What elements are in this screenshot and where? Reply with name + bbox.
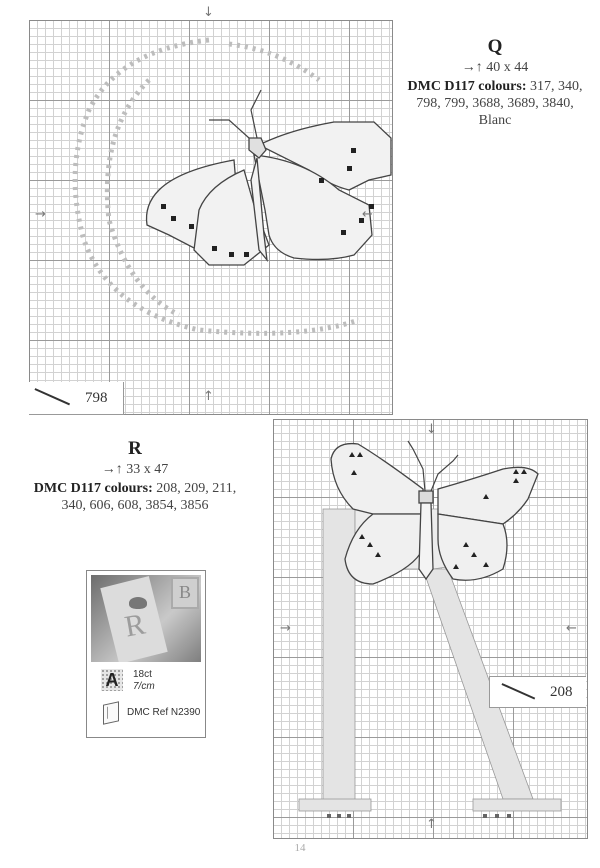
backstitch-line-icon [502, 683, 535, 699]
kit-photo [91, 575, 201, 662]
chart-q-colours: DMC D117 colours: 317, 340, 798, 799, 3688, 3689, 3840, Blanc [407, 79, 583, 128]
kit-reference: DMC Ref N2390 [127, 707, 201, 718]
chart-r-colours: DMC D117 colours: 208, 209, 211, 340, 606, 608, 3854, 3856 [33, 481, 237, 513]
center-arrow-left-r: → [280, 621, 291, 636]
center-arrow-bottom-q: ↑ [203, 389, 214, 404]
chart-q-colours-label: DMC D117 colours: [407, 79, 527, 94]
center-arrow-right-r: ← [566, 621, 577, 636]
center-arrow-top-q: ↓ [203, 5, 214, 20]
chart-r-letter: R [128, 438, 142, 459]
page-number: 14 [294, 842, 306, 854]
chart-r-heading [20, 440, 250, 514]
backstitch-line-icon [35, 388, 70, 405]
center-arrow-bottom-r: ↑ [426, 817, 437, 832]
chart-r-size: →↑ 33 x 47 [101, 462, 169, 477]
center-arrow-right-q: ← [362, 207, 373, 222]
chart-q-size: →↑ 40 x 44 [461, 60, 529, 75]
backstitch-thread-r: 208 [550, 684, 573, 700]
kit-card [86, 570, 206, 738]
center-arrow-left-q: → [35, 207, 46, 222]
center-arrow-top-r: ↓ [426, 422, 437, 437]
backstitch-legend-q [29, 382, 124, 415]
chart-q-letter: Q [487, 36, 503, 57]
chart-r-motif [273, 419, 588, 839]
photo-letter: R [122, 607, 148, 644]
backstitch-thread-q: 798 [85, 390, 108, 406]
chart-q-heading [390, 38, 600, 129]
photo-corner-frame: B [171, 577, 199, 609]
fabric-count: 18ct [133, 669, 152, 680]
fabric-count-icon: A [101, 669, 123, 691]
chart-q-motif [29, 20, 393, 415]
booklet-icon [103, 701, 119, 724]
chart-r-colours-label: DMC D117 colours: [33, 481, 153, 496]
backstitch-legend-r [489, 676, 586, 708]
fabric-metric: 7/cm [133, 681, 155, 692]
